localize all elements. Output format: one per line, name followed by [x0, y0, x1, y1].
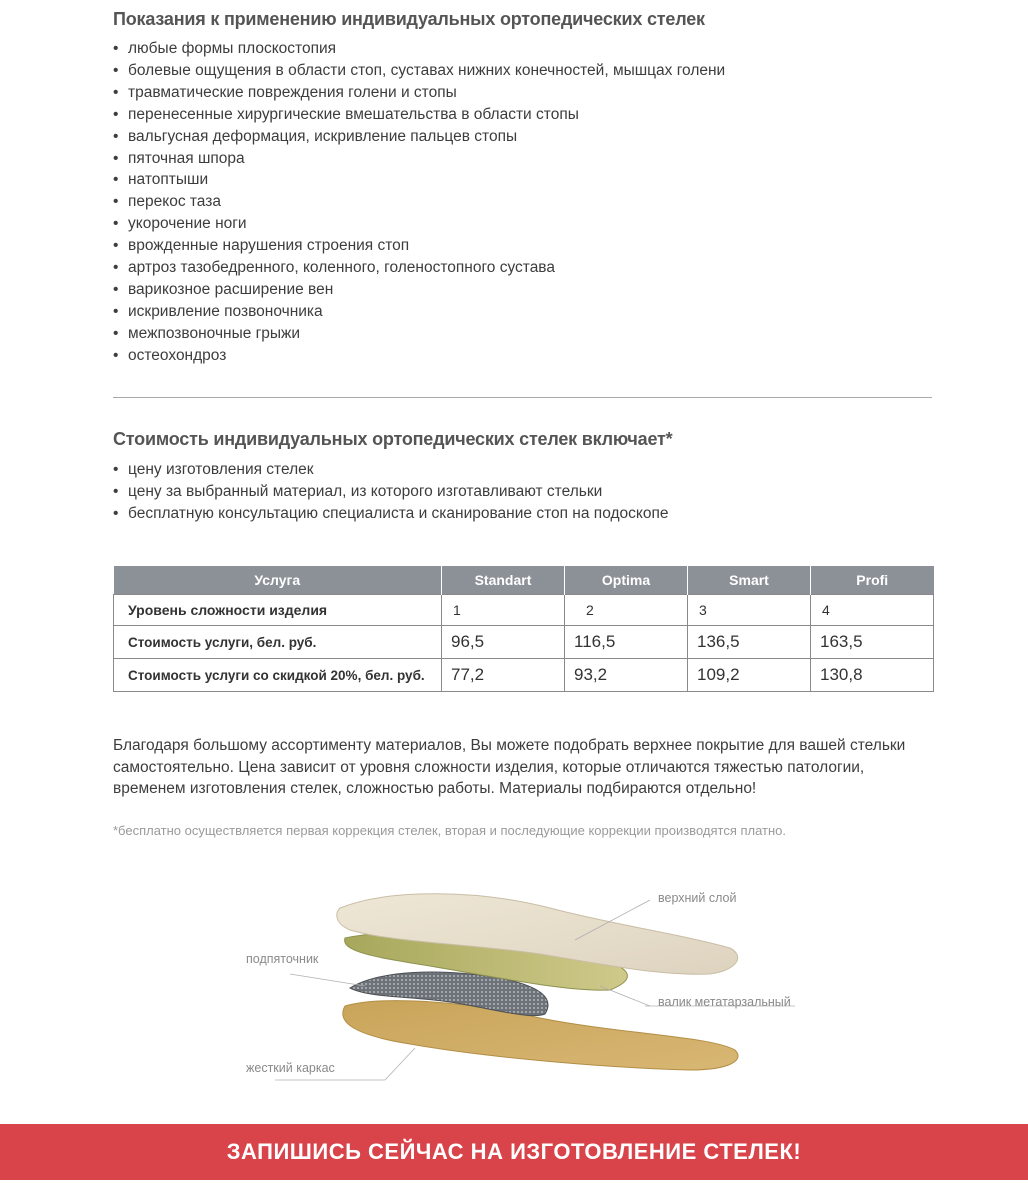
list-item: • перенесенные хирургические вмешательства в области стопы: [113, 104, 725, 126]
label-heel-pad: подпяточник: [246, 952, 319, 966]
table-row: [114, 595, 934, 626]
indications-title: Показания к применению индивидуальных ортопедических стелек: [113, 9, 705, 29]
cell: 136,5: [688, 626, 811, 659]
price-table: [113, 566, 934, 692]
indications-list: [113, 38, 725, 367]
table-row: [114, 659, 934, 692]
cell: 109,2: [688, 659, 811, 692]
list-item: • врожденные нарушения строения стоп: [113, 235, 725, 257]
list-item: • искривление позвоночника: [113, 301, 725, 323]
description-text: Благодаря большому ассортименту материалов, Вы можете подобрать верхнее покрытие для вашей стельки самостоятельно. Цена зависит от уровня сложности изделия, которые отличаются тяжестью патологии, временем изготовления стелек, сложностью работы. Материалы подбираются отдельно!: [113, 737, 906, 797]
cell: 93,2: [565, 659, 688, 692]
table-header-row: [114, 566, 934, 595]
footnote: *бесплатно осуществляется первая коррекция стелек, вторая и последующие коррекции производятся платно.: [113, 823, 787, 838]
cell: 116,5: [565, 626, 688, 659]
list-item: • любые формы плоскостопия: [113, 38, 725, 60]
section-divider: [113, 397, 932, 398]
header-profi: Profi: [811, 566, 934, 595]
list-item: • артроз тазобедренного, коленного, голеностопного сустава: [113, 257, 725, 279]
cost-title: Стоимость индивидуальных ортопедических стелек включает*: [113, 429, 673, 449]
signup-cta-button[interactable]: ЗАПИШИСЬ СЕЙЧАС НА ИЗГОТОВЛЕНИЕ СТЕЛЕК!: [0, 1124, 1028, 1180]
cost-includes-list: [113, 459, 668, 525]
table-row: [114, 626, 934, 659]
label-rigid-frame: жесткий каркас: [246, 1061, 335, 1075]
header-optima: Optima: [565, 566, 688, 595]
header-smart: Smart: [688, 566, 811, 595]
list-item: • пяточная шпора: [113, 148, 725, 170]
list-item: • натоптыши: [113, 169, 725, 191]
list-item: • укорочение ноги: [113, 213, 725, 235]
list-item: • варикозное расширение вен: [113, 279, 725, 301]
list-item: • травматические повреждения голени и стопы: [113, 82, 725, 104]
cell: 4: [811, 595, 934, 626]
header-service: Услуга: [114, 566, 442, 595]
cell: 130,8: [811, 659, 934, 692]
cell: 2: [565, 595, 688, 626]
cell: 77,2: [442, 659, 565, 692]
list-item: • вальгусная деформация, искривление пальцев стопы: [113, 126, 725, 148]
list-item: • болевые ощущения в области стоп, суставах нижних конечностей, мышцах голени: [113, 60, 725, 82]
leader-line: [385, 1048, 415, 1080]
leader-line: [290, 974, 365, 986]
row-label: Стоимость услуги со скидкой 20%, бел. руб.: [114, 659, 442, 692]
cell: 96,5: [442, 626, 565, 659]
list-item: • цену изготовления стелек: [113, 459, 668, 481]
cell: 3: [688, 595, 811, 626]
row-label: Стоимость услуги, бел. руб.: [114, 626, 442, 659]
insole-layers-diagram: [240, 878, 820, 1093]
label-metatarsal-pad: валик метатарзальный: [658, 995, 791, 1009]
leader-line: [600, 986, 650, 1006]
label-top-layer: верхний слой: [658, 891, 737, 905]
cell: 163,5: [811, 626, 934, 659]
header-standart: Standart: [442, 566, 565, 595]
cell: 1: [442, 595, 565, 626]
list-item: • межпозвоночные грыжи: [113, 323, 725, 345]
list-item: • остеохондроз: [113, 345, 725, 367]
list-item: • цену за выбранный материал, из которого изготавливают стельки: [113, 481, 668, 503]
list-item: • бесплатную консультацию специалиста и сканирование стоп на подоскопе: [113, 503, 668, 525]
list-item: • перекос таза: [113, 191, 725, 213]
row-label: Уровень сложности изделия: [114, 595, 442, 626]
